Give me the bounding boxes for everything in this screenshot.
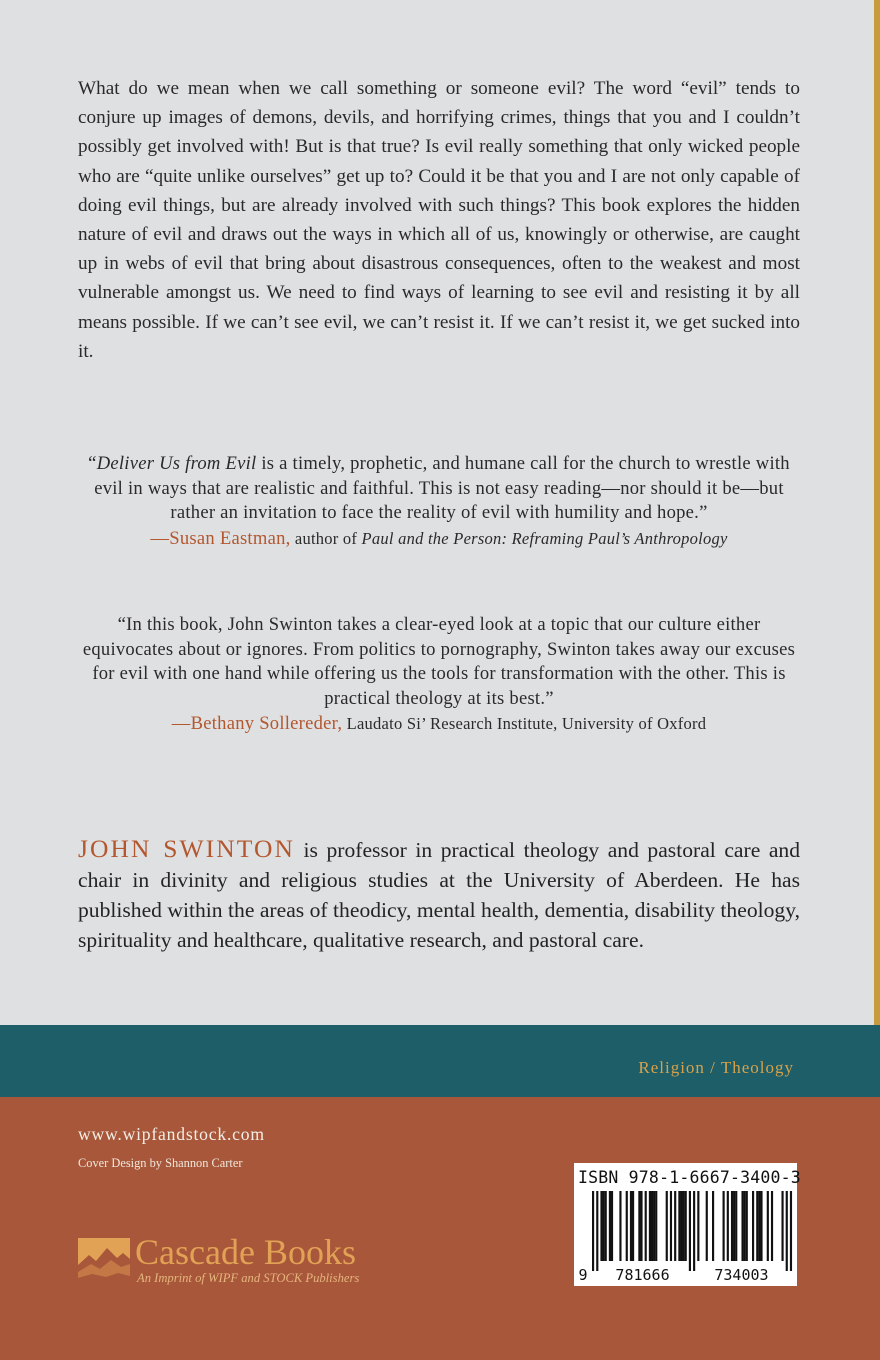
- barcode-bar: [733, 1191, 735, 1261]
- endorsement-open-quote: “: [88, 453, 97, 474]
- barcode-bar: [619, 1191, 621, 1261]
- barcode-bar: [735, 1191, 737, 1261]
- category-label: Religion / Theology: [638, 1058, 794, 1077]
- barcode-bar: [746, 1191, 748, 1261]
- barcode-bar: [600, 1191, 602, 1261]
- barcode-bar: [653, 1191, 655, 1261]
- gold-edge-stripe: [874, 0, 880, 1025]
- barcode-bar: [649, 1191, 651, 1261]
- barcode-bar: [760, 1191, 762, 1261]
- barcode-bar: [689, 1191, 691, 1271]
- barcode-bar: [632, 1191, 634, 1261]
- author-name: JOHN SWINTON: [78, 834, 295, 863]
- barcode-bar: [693, 1191, 695, 1271]
- barcode-bar: [645, 1191, 647, 1261]
- publisher-name: Cascade Books: [135, 1232, 356, 1272]
- endorser-work-title: Paul and the Person: Reframing Paul’s Anthropology: [361, 528, 728, 548]
- endorser-name: —Susan Eastman,: [150, 527, 291, 549]
- barcode-bar: [786, 1191, 788, 1271]
- endorsement-eastman: [78, 452, 800, 552]
- isbn-barcode: [574, 1163, 801, 1286]
- barcode-bars: [578, 1191, 794, 1283]
- barcode-bar: [596, 1191, 598, 1271]
- barcode-bar: [638, 1191, 640, 1261]
- barcode-bar: [727, 1191, 729, 1261]
- barcode-bar: [630, 1191, 632, 1261]
- barcode-bar: [611, 1191, 613, 1261]
- barcode-bar: [790, 1191, 792, 1271]
- barcode-bar: [697, 1191, 699, 1261]
- barcode-bar: [723, 1191, 725, 1261]
- endorsement-text: is a timely, prophetic, and humane call for the church to wrestle with evil in ways that are realistic and faithful. This is not easy reading—nor should it be—but rather an invitation to face the reality of evil with humility and hope.”: [94, 453, 790, 524]
- publisher-tagline: An Imprint of WIPF and STOCK Publishers: [137, 1271, 360, 1285]
- endorsement-sollereder: [78, 613, 800, 737]
- barcode-bar: [626, 1191, 628, 1261]
- barcode-bar: [680, 1191, 682, 1261]
- barcode-bar: [678, 1191, 680, 1261]
- cover-design-credit: Cover Design by Shannon Carter: [78, 1156, 243, 1170]
- back-cover-blurb: What do we mean when we call something or someone evil? The word “evil” tends to conjure up images of demons, devils, and horrifying crimes, things that you and I couldn’t possibly get involved with! But is that true? Is evil really something that only wicked people who are “quite unlike ourselves” get up to? Could it be that you and I are not only capable of doing evil things, but are already involved with such things? This book explores the hidden nature of evil and draws out the ways in which all of us, knowingly or otherwise, are caught up in webs of evil that bring about disastrous consequences, often to the weakest and most vulnerable amongst us. We need to find ways of learning to see evil and resisting it by all means possible. If we can’t see evil, we can’t resist it. If we can’t resist it, we get sucked into it.: [78, 78, 800, 362]
- barcode-bar: [592, 1191, 594, 1271]
- barcode-bar: [605, 1191, 607, 1261]
- barcode-bar: [683, 1191, 685, 1261]
- endorser-name: —Bethany Sollereder,: [171, 713, 343, 735]
- publisher-website: www.wipfandstock.com: [78, 1124, 265, 1144]
- barcode-bar: [706, 1191, 708, 1261]
- author-bio: [78, 834, 800, 955]
- barcode-bar: [685, 1191, 687, 1261]
- endorsement-attribution: [78, 526, 800, 552]
- barcode-bar: [731, 1191, 733, 1261]
- barcode-bar: [670, 1191, 672, 1261]
- barcode-bar: [767, 1191, 769, 1261]
- barcode-bar: [651, 1191, 653, 1261]
- mountain-sun-icon: [78, 1238, 130, 1284]
- barcode-bar: [674, 1191, 676, 1261]
- isbn-label: ISBN 978-1-6667-3400-3: [578, 1168, 801, 1187]
- barcode-bar: [752, 1191, 754, 1261]
- barcode-digits: 734003: [714, 1266, 769, 1283]
- barcode-bar: [758, 1191, 760, 1261]
- barcode-bar: [609, 1191, 611, 1261]
- barcode-bar: [756, 1191, 758, 1261]
- barcode-bar: [781, 1191, 783, 1261]
- barcode-bar: [640, 1191, 642, 1261]
- endorsement-book-title: Deliver Us from Evil: [96, 453, 257, 474]
- endorser-affiliation-prefix: author of: [290, 528, 362, 548]
- barcode-digits: 781666: [615, 1266, 670, 1283]
- author-bio-text: is professor in practical theology and pastoral care and chair in divinity and religious studies at the University of Aberdeen. He has published within the areas of theodicy, mental health, dementia, disability theology, spirituality and healthcare, qualitative research, and pastoral care.: [78, 838, 800, 952]
- barcode-bar: [603, 1191, 605, 1261]
- barcode-bar: [655, 1191, 657, 1261]
- barcode-bar: [712, 1191, 714, 1261]
- endorser-affiliation: Laudato Si’ Research Institute, University of Oxford: [342, 714, 707, 734]
- barcode-bar: [741, 1191, 743, 1261]
- endorsement-text: “In this book, John Swinton takes a clear-eyed look at a topic that our culture either equivocates about or ignores. From politics to pornography, Swinton takes away our excuses for evil with one hand while offering us the tools for transformation with the other. This is practical theology at its best.”: [82, 614, 796, 709]
- barcode-bar: [771, 1191, 773, 1261]
- barcode-digits: 9: [578, 1266, 588, 1283]
- barcode-bar: [744, 1191, 746, 1261]
- endorsement-attribution: [78, 711, 800, 737]
- barcode-bar: [666, 1191, 668, 1261]
